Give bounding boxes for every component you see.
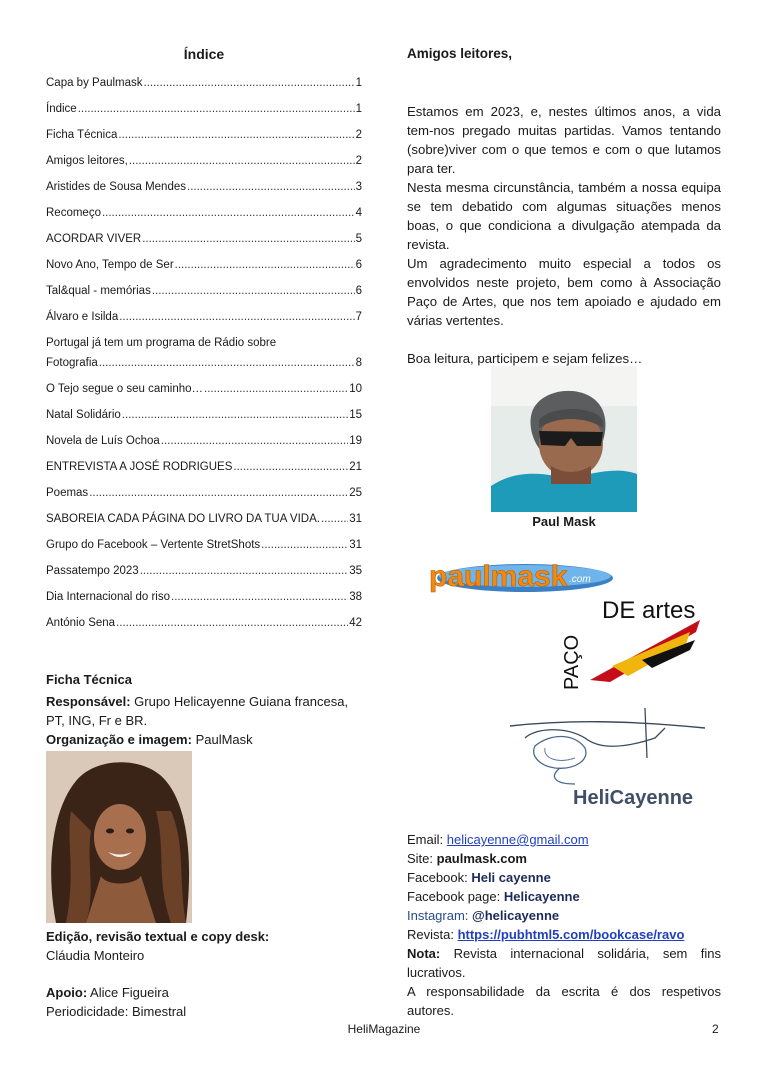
- revista-link[interactable]: https://pubhtml5.com/bookcase/ravo: [457, 927, 685, 942]
- svg-text:DE artes: DE artes: [602, 597, 696, 624]
- toc-entry-title: Novela de Luís Ochoa: [46, 435, 160, 447]
- toc-entry-page: 8: [355, 357, 362, 369]
- toc-entry[interactable]: [46, 564, 362, 578]
- letter-section: [407, 46, 721, 368]
- toc-entry-title: Passatempo 2023: [46, 565, 139, 577]
- toc-entry-page: 42: [349, 617, 362, 629]
- toc-entry[interactable]: [46, 102, 362, 116]
- toc-entry-title: Aristides de Sousa Mendes: [46, 181, 186, 193]
- toc-entry-title: SABOREIA CADA PÁGINA DO LIVRO DA TUA VIDA.: [46, 513, 320, 525]
- contact-facebook: Facebook: Heli cayenne: [407, 870, 551, 885]
- toc-entry-page: 31: [349, 539, 362, 551]
- svg-text:.com: .com: [569, 574, 591, 585]
- contact-email: Email: helicayenne@gmail.com: [407, 832, 589, 847]
- author-photo: [491, 366, 637, 512]
- toc-entry-title: Amigos leitores,: [46, 155, 128, 167]
- toc-entry-title: Recomeço: [46, 207, 101, 219]
- toc-entry[interactable]: [46, 590, 362, 604]
- letter-closing: Boa leitura, participem e sejam felizes…: [407, 351, 643, 366]
- toc-entry-page: 15: [349, 409, 362, 421]
- site-value: paulmask.com: [436, 851, 527, 866]
- toc-entry-page: 31: [349, 513, 362, 525]
- toc-entry-page: 10: [349, 383, 362, 395]
- toc-entry-page: 38: [349, 591, 362, 603]
- toc-entry[interactable]: [46, 538, 362, 552]
- ficha-periodicidade: Periodicidade: Bimestral: [46, 1004, 187, 1019]
- toc-entry[interactable]: [46, 76, 362, 90]
- paco-de-artes-logo: [550, 592, 710, 692]
- toc-entry[interactable]: [46, 206, 362, 220]
- toc-entry-title: Poemas: [46, 487, 89, 499]
- toc-entry[interactable]: [46, 460, 362, 474]
- ficha-responsavel: Responsável: Grupo Helicayenne Guiana francesa, PT, ING, Fr e BR.: [46, 694, 349, 728]
- toc-entry-page: 25: [349, 487, 362, 499]
- toc-entry-title: Álvaro e Isilda: [46, 311, 119, 323]
- toc-entry-page: 1: [355, 103, 362, 115]
- toc-entry-page: 7: [355, 311, 362, 323]
- toc-entry[interactable]: [46, 310, 362, 324]
- toc-entry-page: 35: [349, 565, 362, 577]
- toc-entry-title: Capa by Paulmask: [46, 77, 143, 89]
- toc-entry-page: 21: [349, 461, 362, 473]
- toc-entry-title: António Sena: [46, 617, 116, 629]
- toc-entry-title: Natal Solidário: [46, 409, 121, 421]
- toc-entry-title: ACORDAR VIVER: [46, 233, 142, 245]
- helicayenne-logo: [505, 698, 710, 813]
- svg-text:HeliCayenne: HeliCayenne: [573, 787, 694, 809]
- toc-entry-page: 2: [355, 155, 362, 167]
- editor-photo: [46, 751, 192, 923]
- toc-entry[interactable]: [46, 616, 362, 630]
- email-link[interactable]: helicayenne@gmail.com: [446, 832, 589, 847]
- letter-paragraph: Um agradecimento muito especial a todos os envolvidos neste projeto, bem como à Associação Paço de Artes, que nos tem apoiado e ajudado em várias vertentes.: [407, 256, 721, 328]
- toc-entry-title: ENTREVISTA A JOSÉ RODRIGUES: [46, 461, 233, 473]
- author-photo-caption: Paul Mask: [532, 514, 596, 529]
- toc-entry[interactable]: [46, 232, 362, 246]
- toc-entry[interactable]: [46, 154, 362, 168]
- toc-entry-page: 5: [355, 233, 362, 245]
- toc-entry[interactable]: [46, 382, 362, 396]
- ficha-organizacao: Organização e imagem: PaulMask: [46, 732, 253, 747]
- toc-entry-page: 6: [355, 259, 362, 271]
- toc-entry-page: 3: [355, 181, 362, 193]
- contact-site: Site: paulmask.com: [407, 851, 527, 866]
- svg-text:paulmask: paulmask: [429, 560, 568, 593]
- letter-paragraph: Nesta mesma circunstância, também a nossa equipa se tem debatido com algumas situações menos boas, o que condiciona a divulgação atempada da revista.: [407, 180, 721, 252]
- contact-responsabilidade: A responsabilidade da escrita é dos respetivos autores.: [407, 984, 721, 1018]
- toc-entry-title: Dia Internacional do riso: [46, 591, 171, 603]
- toc-entry[interactable]: [46, 434, 362, 448]
- toc-entry-page: 6: [355, 285, 362, 297]
- toc-entry[interactable]: [46, 408, 362, 422]
- letter-paragraph: Estamos em 2023, e, nestes últimos anos, a vida tem-nos pregado muitas partidas. Vamos tentando (sobre)viver com o que temos e com o que lutamos para ter.: [407, 104, 721, 176]
- toc-entry[interactable]: [46, 284, 362, 298]
- toc-entry-title: Grupo do Facebook – Vertente StretShots: [46, 539, 261, 551]
- toc-entry[interactable]: [46, 180, 362, 194]
- contact-facebook-page: Facebook page: Helicayenne: [407, 889, 580, 904]
- ficha-edicao-value: Cláudia Monteiro: [46, 948, 145, 963]
- toc-entry[interactable]: [46, 486, 362, 500]
- contact-instagram: Instagram: @helicayenne: [407, 908, 560, 923]
- toc-entry-title: Ficha Técnica: [46, 129, 118, 141]
- footer-magazine-name: HeliMagazine: [347, 1022, 421, 1036]
- letter-greeting: Amigos leitores,: [407, 46, 513, 61]
- toc-entry[interactable]: [46, 128, 362, 142]
- toc-entry-page: 4: [355, 207, 362, 219]
- toc-entry-title: O Tejo segue o seu caminho…: [46, 383, 204, 395]
- contacts-block: [407, 830, 721, 1020]
- toc-entry-title: Índice: [46, 103, 77, 115]
- toc-entry[interactable]: [46, 512, 362, 526]
- footer-page-number: 2: [712, 1022, 719, 1036]
- toc-section: [46, 46, 362, 642]
- toc-list: [46, 76, 362, 630]
- svg-text:PAÇO: PAÇO: [561, 634, 583, 690]
- toc-entry-page: 1: [355, 77, 362, 89]
- toc-title: Índice: [183, 46, 225, 62]
- ficha-apoio: Apoio: Alice Figueira: [46, 985, 169, 1000]
- toc-entry-title: Fotografia: [46, 357, 98, 369]
- ficha-tecnica: [46, 670, 366, 1021]
- contact-nota: Nota: Revista internacional solidária, sem fins lucrativos.: [407, 946, 721, 980]
- toc-entry-title: Novo Ano, Tempo de Ser: [46, 259, 174, 271]
- ficha-title: Ficha Técnica: [46, 672, 132, 687]
- contact-revista: Revista: https://pubhtml5.com/bookcase/ravo: [407, 927, 685, 942]
- toc-entry-title: Tal&qual - memórias: [46, 285, 151, 297]
- ficha-edicao-label: Edição, revisão textual e copy desk:: [46, 929, 270, 944]
- toc-entry-title-line1: Portugal já tem um programa de Rádio sobre: [46, 337, 277, 349]
- toc-entry-page: 19: [349, 435, 362, 447]
- toc-entry[interactable]: [46, 336, 362, 370]
- toc-entry[interactable]: [46, 258, 362, 272]
- toc-entry-page: 2: [355, 129, 362, 141]
